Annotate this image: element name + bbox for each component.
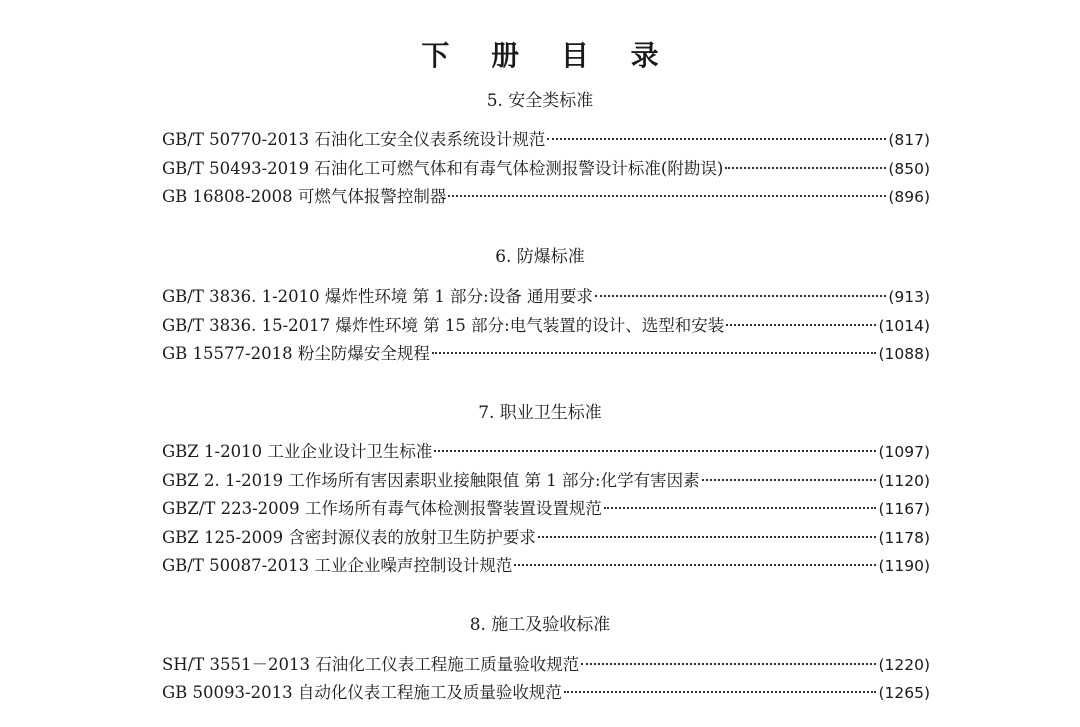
entry-title: GB 15577-2018 粉尘防爆安全规程 — [162, 344, 430, 363]
leader-dots — [581, 663, 876, 665]
entry-title: GBZ 125-2009 含密封源仪表的放射卫生防护要求 — [162, 528, 536, 547]
entry-title: GB/T 50770-2013 石油化工安全仪表系统设计规范 — [162, 130, 546, 149]
toc-entry[interactable] — [162, 155, 930, 177]
leader-dots — [434, 450, 876, 452]
toc-entry[interactable] — [162, 283, 930, 305]
page-title: 下 册 目 录 — [421, 39, 675, 72]
entry-title: GB/T 3836. 1-2010 爆炸性环境 第 1 部分:设备 通用要求 — [162, 287, 593, 306]
section-heading: 8. 施工及验收标准 — [469, 615, 611, 635]
leader-dots — [448, 195, 886, 197]
leader-dots — [604, 507, 877, 509]
toc-entry[interactable] — [162, 438, 930, 460]
leader-dots — [725, 167, 886, 169]
toc-entry[interactable] — [162, 524, 930, 546]
toc-entry[interactable] — [162, 183, 930, 205]
section-heading: 7. 职业卫生标准 — [478, 403, 602, 423]
toc-entry[interactable] — [162, 552, 930, 574]
leader-dots — [726, 324, 876, 326]
entry-title: GB 50093-2013 自动化仪表工程施工及质量验收规范 — [162, 683, 562, 702]
entry-page: (1120) — [878, 472, 930, 490]
entry-page: (817) — [888, 131, 930, 149]
entry-title: GBZ 1-2010 工业企业设计卫生标准 — [162, 442, 433, 461]
entry-title: GBZ/T 223-2009 工作场所有毒气体检测报警装置设置规范 — [162, 499, 602, 518]
leader-dots — [564, 691, 877, 693]
entry-page: (896) — [888, 188, 930, 206]
section-heading: 5. 安全类标准 — [486, 91, 594, 111]
entry-page: (1265) — [878, 684, 930, 702]
entry-title: GB/T 50087-2013 工业企业噪声控制设计规范 — [162, 556, 513, 575]
entry-page: (1190) — [878, 557, 930, 575]
entry-page: (1178) — [878, 529, 930, 547]
leader-dots — [547, 138, 886, 140]
leader-dots — [702, 479, 877, 481]
toc-entry[interactable] — [162, 467, 930, 489]
leader-dots — [595, 295, 886, 297]
entry-page: (913) — [888, 288, 930, 306]
toc-entry[interactable] — [162, 312, 930, 334]
entry-page: (1220) — [878, 656, 930, 674]
entry-title: GB/T 50493-2019 石油化工可燃气体和有毒气体检测报警设计标准(附勘误) — [162, 159, 724, 178]
entry-page: (1088) — [878, 345, 930, 363]
entry-page: (850) — [888, 160, 930, 178]
entry-page: (1097) — [878, 443, 930, 461]
toc-entry[interactable] — [162, 340, 930, 362]
leader-dots — [514, 564, 876, 566]
leader-dots — [538, 536, 877, 538]
section-heading: 6. 防爆标准 — [495, 247, 585, 267]
leader-dots — [432, 352, 877, 354]
entry-page: (1167) — [878, 500, 930, 518]
entry-title: SH/T 3551－2013 石油化工仪表工程施工质量验收规范 — [162, 655, 580, 674]
toc-entry[interactable] — [162, 495, 930, 517]
toc-entry[interactable] — [162, 679, 930, 701]
entry-title: GBZ 2. 1-2019 工作场所有害因素职业接触限值 第 1 部分:化学有害因素 — [162, 471, 700, 490]
entry-title: GB 16808-2008 可燃气体报警控制器 — [162, 187, 447, 206]
entry-page: (1014) — [878, 317, 930, 335]
entry-title: GB/T 3836. 15-2017 爆炸性环境 第 15 部分:电气装置的设计、选型和安装 — [162, 316, 725, 335]
toc-entry[interactable] — [162, 126, 930, 148]
toc-entry[interactable] — [162, 651, 930, 673]
